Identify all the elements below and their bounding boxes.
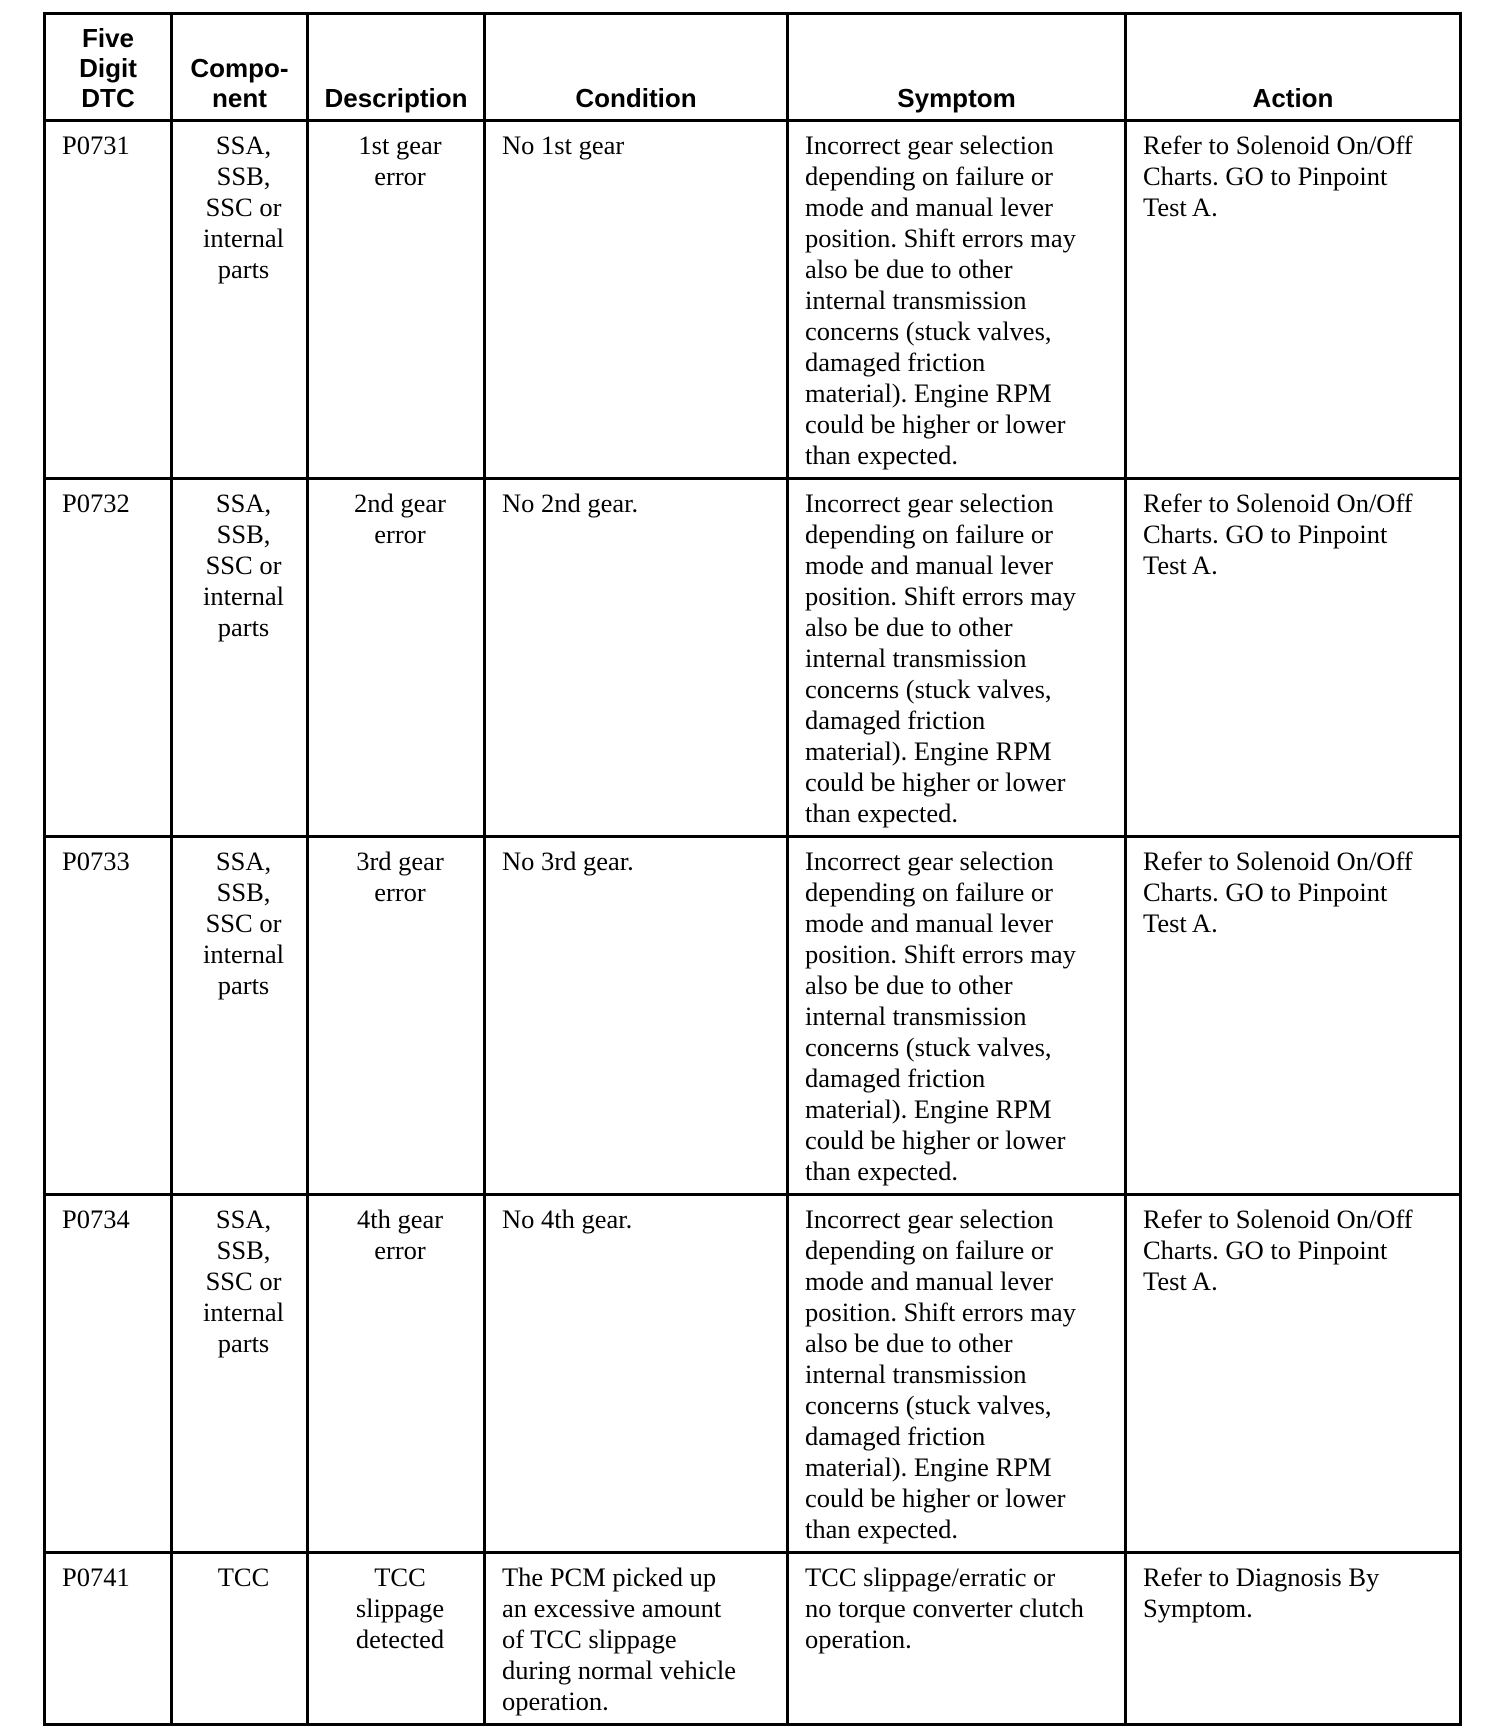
description-text-line: slippage xyxy=(355,1593,445,1623)
symptom-text-line: depending on failure or xyxy=(805,519,1053,549)
condition-text-line: No 4th gear. xyxy=(502,1204,633,1234)
condition-text-line: No 3rd gear. xyxy=(502,846,634,876)
component-text-line: SSB, xyxy=(216,1235,271,1265)
symptom-text-line: material). Engine RPM xyxy=(805,378,1052,408)
action-text-line: Test A. xyxy=(1143,908,1218,938)
header-row xyxy=(45,14,1461,121)
cell-symptom xyxy=(788,121,1126,479)
description-text-line: detected xyxy=(355,1624,445,1654)
symptom-text-line: internal transmission xyxy=(805,285,1027,315)
action-text-line: Refer to Solenoid On/Off xyxy=(1143,130,1413,160)
component-text-line: parts xyxy=(217,1328,270,1358)
description-text-line: TCC xyxy=(374,1562,426,1592)
symptom-text-line: damaged friction xyxy=(805,705,986,735)
header-component xyxy=(172,14,308,121)
condition-text-line: operation. xyxy=(502,1686,609,1716)
dtc-table xyxy=(43,12,1462,1726)
action-text-line: Charts. GO to Pinpoint xyxy=(1143,877,1388,907)
table-row xyxy=(45,1195,1461,1553)
component-text-line: internal xyxy=(203,939,284,969)
cell-condition xyxy=(485,121,788,479)
action-text-line: Charts. GO to Pinpoint xyxy=(1143,519,1388,549)
symptom-text-line: Incorrect gear selection xyxy=(805,846,1054,876)
symptom-text-line: mode and manual lever xyxy=(805,908,1053,938)
cell-action xyxy=(1126,837,1461,1195)
symptom-text-line: material). Engine RPM xyxy=(805,1094,1052,1124)
table-body xyxy=(45,121,1461,1725)
cell-symptom xyxy=(788,837,1126,1195)
cell-action xyxy=(1126,121,1461,479)
table-row xyxy=(45,479,1461,837)
symptom-text-line: position. Shift errors may xyxy=(805,939,1076,969)
component-text-line: SSC or xyxy=(205,550,282,580)
symptom-text-line: Incorrect gear selection xyxy=(805,1204,1054,1234)
cell-description xyxy=(308,837,485,1195)
condition-text-line: during normal vehicle xyxy=(502,1655,737,1685)
symptom-text-line: than expected. xyxy=(805,1514,959,1544)
symptom-text-line: material). Engine RPM xyxy=(805,1452,1052,1482)
description-text-line: 3rd gear xyxy=(356,846,444,876)
header-symptom: Symptom xyxy=(788,14,1126,121)
cell-condition xyxy=(485,1195,788,1553)
symptom-text-line: could be higher or lower xyxy=(805,1125,1066,1155)
header-dtc xyxy=(45,14,172,121)
symptom-text-line: mode and manual lever xyxy=(805,192,1053,222)
description-text-line: 1st gear xyxy=(358,130,442,160)
action-text-line: Refer to Solenoid On/Off xyxy=(1143,488,1413,518)
symptom-text-line: internal transmission xyxy=(805,1001,1027,1031)
component-text-line: SSA, xyxy=(215,1204,272,1234)
symptom-text-line: also be due to other xyxy=(805,970,1013,1000)
symptom-text-line: damaged friction xyxy=(805,347,986,377)
header-dtc-line: Digit xyxy=(79,53,137,83)
symptom-text-line: could be higher or lower xyxy=(805,1483,1066,1513)
action-text-line: Refer to Solenoid On/Off xyxy=(1143,1204,1413,1234)
symptom-text-line: internal transmission xyxy=(805,643,1027,673)
cell-condition xyxy=(485,1553,788,1725)
symptom-text-line: concerns (stuck valves, xyxy=(805,1032,1052,1062)
component-text-line: TCC xyxy=(217,1562,270,1592)
cell-component xyxy=(172,121,308,479)
component-text-line: SSB, xyxy=(216,877,271,907)
action-text-line: Charts. GO to Pinpoint xyxy=(1143,1235,1388,1265)
description-text-line: error xyxy=(374,1235,426,1265)
description-text-line: error xyxy=(374,519,426,549)
symptom-text-line: concerns (stuck valves, xyxy=(805,316,1052,346)
component-text-line: parts xyxy=(217,970,270,1000)
symptom-text-line: damaged friction xyxy=(805,1063,986,1093)
symptom-text-line: material). Engine RPM xyxy=(805,736,1052,766)
component-text-line: internal xyxy=(203,581,284,611)
symptom-text-line: operation. xyxy=(805,1624,912,1654)
symptom-text-line: concerns (stuck valves, xyxy=(805,1390,1052,1420)
symptom-text-line: depending on failure or xyxy=(805,877,1053,907)
header-dtc-line: Five xyxy=(81,23,135,53)
cell-dtc: P0733 xyxy=(45,837,172,1195)
cell-symptom xyxy=(788,1553,1126,1725)
table-row xyxy=(45,121,1461,479)
symptom-text-line: could be higher or lower xyxy=(805,767,1066,797)
symptom-text-line: position. Shift errors may xyxy=(805,1297,1076,1327)
cell-component xyxy=(172,1195,308,1553)
cell-dtc: P0731 xyxy=(45,121,172,479)
cell-component xyxy=(172,837,308,1195)
cell-component xyxy=(172,479,308,837)
cell-dtc: P0734 xyxy=(45,1195,172,1553)
symptom-text-line: position. Shift errors may xyxy=(805,223,1076,253)
symptom-text-line: depending on failure or xyxy=(805,1235,1053,1265)
cell-action xyxy=(1126,1553,1461,1725)
cell-dtc: P0732 xyxy=(45,479,172,837)
component-text-line: SSC or xyxy=(205,908,282,938)
cell-description xyxy=(308,1195,485,1553)
component-text-line: SSA, xyxy=(215,488,272,518)
header-component-line: Compo- xyxy=(190,53,289,83)
symptom-text-line: Incorrect gear selection xyxy=(805,130,1054,160)
action-text-line: Charts. GO to Pinpoint xyxy=(1143,161,1388,191)
symptom-text-line: could be higher or lower xyxy=(805,409,1066,439)
symptom-text-line: mode and manual lever xyxy=(805,550,1053,580)
condition-text-line: of TCC slippage xyxy=(502,1624,677,1654)
condition-text-line: No 2nd gear. xyxy=(502,488,639,518)
cell-symptom xyxy=(788,1195,1126,1553)
cell-condition xyxy=(485,837,788,1195)
symptom-text-line: than expected. xyxy=(805,440,959,470)
action-text-line: Test A. xyxy=(1143,192,1218,222)
cell-action xyxy=(1126,479,1461,837)
component-text-line: parts xyxy=(217,612,270,642)
header-dtc-line: DTC xyxy=(81,83,135,113)
description-text-line: error xyxy=(374,877,426,907)
component-text-line: SSA, xyxy=(215,130,272,160)
component-text-line: SSA, xyxy=(215,846,272,876)
symptom-text-line: mode and manual lever xyxy=(805,1266,1053,1296)
action-text-line: Refer to Solenoid On/Off xyxy=(1143,846,1413,876)
symptom-text-line: no torque converter clutch xyxy=(805,1593,1084,1623)
symptom-text-line: internal transmission xyxy=(805,1359,1027,1389)
symptom-text-line: than expected. xyxy=(805,1156,959,1186)
cell-description xyxy=(308,479,485,837)
symptom-text-line: concerns (stuck valves, xyxy=(805,674,1052,704)
symptom-text-line: also be due to other xyxy=(805,1328,1013,1358)
component-text-line: SSB, xyxy=(216,161,271,191)
header-action: Action xyxy=(1126,14,1461,121)
cell-component xyxy=(172,1553,308,1725)
action-text-line: Test A. xyxy=(1143,1266,1218,1296)
cell-dtc: P0741 xyxy=(45,1553,172,1725)
component-text-line: parts xyxy=(217,254,270,284)
header-description: Description xyxy=(308,14,485,121)
action-text-line: Refer to Diagnosis By xyxy=(1143,1562,1380,1592)
symptom-text-line: damaged friction xyxy=(805,1421,986,1451)
action-text-line: Symptom. xyxy=(1143,1593,1253,1623)
description-text-line: 4th gear xyxy=(356,1204,444,1234)
description-text-line: 2nd gear xyxy=(354,488,446,518)
table-row xyxy=(45,837,1461,1195)
action-text-line: Test A. xyxy=(1143,550,1218,580)
component-text-line: SSB, xyxy=(216,519,271,549)
component-text-line: SSC or xyxy=(205,1266,282,1296)
symptom-text-line: Incorrect gear selection xyxy=(805,488,1054,518)
condition-text-line: The PCM picked up xyxy=(502,1562,717,1592)
header-condition: Condition xyxy=(485,14,788,121)
symptom-text-line: position. Shift errors may xyxy=(805,581,1076,611)
condition-text-line: No 1st gear xyxy=(502,130,625,160)
cell-condition xyxy=(485,479,788,837)
symptom-text-line: depending on failure or xyxy=(805,161,1053,191)
symptom-text-line: also be due to other xyxy=(805,612,1013,642)
cell-symptom xyxy=(788,479,1126,837)
symptom-text-line: also be due to other xyxy=(805,254,1013,284)
component-text-line: internal xyxy=(203,1297,284,1327)
component-text-line: internal xyxy=(203,223,284,253)
cell-action xyxy=(1126,1195,1461,1553)
cell-description xyxy=(308,121,485,479)
cell-description xyxy=(308,1553,485,1725)
symptom-text-line: TCC slippage/erratic or xyxy=(805,1562,1056,1592)
description-text-line: error xyxy=(374,161,426,191)
header-component-line: nent xyxy=(212,83,267,113)
table-row xyxy=(45,1553,1461,1725)
component-text-line: SSC or xyxy=(205,192,282,222)
condition-text-line: an excessive amount xyxy=(502,1593,722,1623)
symptom-text-line: than expected. xyxy=(805,798,959,828)
